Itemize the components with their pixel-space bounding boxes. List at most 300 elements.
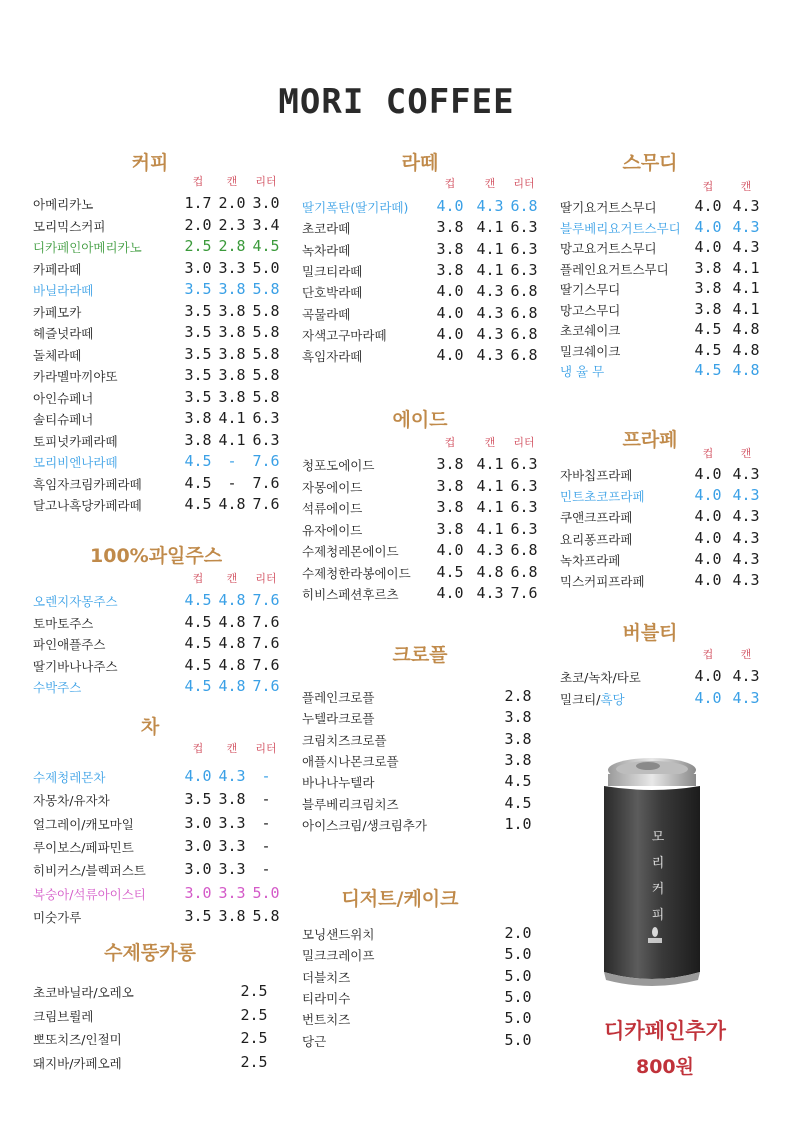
can-label [646, 825, 670, 929]
menu-item-name: 뽀또치즈/인절미 [33, 1032, 122, 1047]
menu-item-price: 4.8 [218, 634, 246, 652]
menu-item-name: 밀크크레이프 [302, 948, 375, 964]
size-header-cup: 컵 [444, 177, 456, 190]
menu-item-price: 4.8 [218, 677, 246, 695]
menu-item-price: 3.5 [184, 366, 212, 384]
dessert-section-title: 디저트/케이크 [341, 888, 459, 910]
latte-section-title: 라떼 [401, 152, 439, 174]
can-label-char: 리 [651, 856, 665, 871]
menu-item-price: 4.0 [694, 549, 722, 568]
menu-item-price: 6.3 [510, 455, 538, 473]
menu-item-price: 3.8 [218, 366, 246, 384]
menu-item-price: 4.5 [436, 562, 464, 581]
menu-item-price: - [227, 452, 237, 470]
menu-item-price: 4.3 [732, 197, 760, 215]
menu-item-price: 3.3 [218, 836, 246, 855]
menu-item-name: 자색고구마라떼 [302, 327, 387, 343]
menu-item-price: - [261, 813, 271, 832]
menu-item-name: 곡물라떼 [302, 306, 351, 322]
tea-section-title: 차 [140, 716, 160, 738]
menu-item-price: 3.8 [436, 260, 464, 279]
menu-item-price: 4.8 [218, 591, 246, 609]
menu-item-name: 크림치즈크로플 [302, 732, 387, 748]
menu-item-name: 수제청레몬에이드 [302, 544, 399, 559]
menu-item-price: 2.5 [240, 1052, 268, 1071]
menu-item-price: 6.8 [510, 303, 538, 322]
menu-item-name: 플레인크로플 [302, 690, 375, 705]
menu-item-price: 4.5 [184, 634, 212, 652]
macaron-section-title: 수제뚱카롱 [104, 942, 196, 964]
menu-item-price: 6.3 [510, 476, 538, 495]
menu-item-price: 2.5 [184, 237, 212, 255]
menu-item-price: 3.8 [184, 409, 212, 427]
menu-item-name: 미숫가루 [33, 909, 82, 925]
menu-item-price: 4.3 [732, 486, 760, 505]
frappe-menu-item [0, 530, 793, 551]
menu-item-price: 4.8 [476, 562, 504, 581]
menu-item-price: 4.1 [732, 299, 760, 318]
menu-item-price: - [227, 473, 237, 492]
menu-item-name: 수박주스 [33, 680, 82, 695]
menu-item-price: 4.1 [218, 430, 246, 449]
menu-item-price: 4.8 [732, 340, 760, 359]
menu-item-price: 4.0 [436, 303, 464, 322]
menu-item-price: 4.5 [694, 340, 722, 359]
menu-item-name: 단호박라떼 [302, 285, 363, 301]
size-header-liter: 리터 [255, 742, 277, 755]
menu-item-name: 민트초코프라페 [560, 489, 645, 505]
size-header-cup: 컵 [192, 742, 204, 755]
menu-item-price: 4.0 [694, 667, 722, 685]
menu-item-name: 블루베리크림치즈 [302, 796, 399, 812]
frappe-menu-item [0, 487, 793, 508]
ade-section-title: 에이드 [392, 409, 448, 431]
menu-item-price: 7.6 [252, 655, 280, 674]
menu-item-name: 당근 [302, 1033, 327, 1049]
menu-item-price: 3.8 [218, 301, 246, 320]
menu-item-price: 4.3 [732, 507, 760, 526]
menu-item-price: 5.8 [252, 323, 280, 341]
menu-item-name: 딸기폭탄(딸기라떼) [302, 200, 409, 215]
menu-item-name: 토피넛카페라떼 [33, 433, 118, 449]
can-label-char: 커 [651, 882, 665, 897]
menu-item-price: 3.8 [504, 750, 532, 769]
menu-item-price: 6.3 [510, 218, 538, 237]
menu-item-price: 4.0 [436, 346, 464, 365]
size-header-cup: 컵 [444, 436, 456, 449]
menu-item-price: 3.8 [436, 519, 464, 538]
menu-item-price: 6.8 [510, 562, 538, 581]
menu-item-name: 히비커스/블렉퍼스트 [33, 863, 146, 879]
menu-item-price: 4.3 [732, 465, 760, 483]
menu-item-name: 냉 율 무 [560, 364, 605, 379]
decaf-addon-label: 디카페인추가 [604, 1019, 726, 1043]
menu-item-price: 4.3 [476, 584, 504, 602]
menu-item-name: 흑임자크림카페라떼 [33, 476, 142, 492]
menu-item-price: 4.0 [436, 197, 464, 215]
menu-item-price: - [261, 790, 271, 809]
coffee-can-image [592, 750, 712, 990]
menu-item-name: 토마토주스 [33, 615, 94, 631]
menu-item-price: 4.1 [218, 409, 246, 427]
menu-item-name: 흑임자라떼 [302, 349, 363, 365]
menu-item-price: 5.0 [504, 987, 532, 1006]
menu-item-name: 돌체라떼 [33, 347, 82, 363]
menu-item-price: 4.1 [732, 279, 760, 297]
smoothie-menu-item [0, 219, 793, 240]
menu-item-name: 누텔라크로플 [302, 711, 375, 727]
menu-item-price: 4.3 [476, 324, 504, 343]
menu-item-price: 2.5 [240, 1029, 268, 1047]
menu-item-price: 4.5 [184, 655, 212, 674]
size-header-cup: 컵 [702, 447, 714, 460]
menu-item-name: 쿠앤크프라페 [560, 510, 633, 526]
menu-item-price: 4.3 [732, 528, 760, 547]
menu-item-price: 3.3 [218, 813, 246, 832]
menu-item-price: 4.0 [694, 238, 722, 256]
menu-item-price: 3.5 [184, 344, 212, 363]
menu-item-price: 3.8 [436, 455, 464, 473]
menu-item-price: 4.0 [436, 541, 464, 559]
menu-item-name: 녹차라떼 [302, 242, 351, 258]
menu-item-name: 초코쉐이크 [560, 323, 621, 338]
croffle-menu-item [0, 709, 793, 730]
menu-item-name: 카페라떼 [33, 261, 82, 277]
menu-item-price: 3.8 [436, 218, 464, 237]
menu-item-name: 카페모카 [33, 304, 82, 320]
menu-item-price: 3.8 [436, 498, 464, 516]
menu-item-name: 모리비엔나라떼 [33, 455, 118, 470]
size-header-liter: 리터 [513, 436, 535, 449]
smoothie-menu-item [0, 321, 793, 342]
menu-item-price: 4.0 [694, 217, 722, 236]
menu-item-price: 4.5 [184, 591, 212, 609]
menu-item-price: 4.1 [732, 258, 760, 277]
menu-item-price: 4.1 [476, 260, 504, 279]
size-header-liter: 리터 [255, 572, 277, 585]
menu-item-price: 4.3 [218, 767, 246, 785]
size-header-liter: 리터 [513, 177, 535, 190]
menu-item-price: 3.8 [504, 708, 532, 727]
menu-item-price: 3.8 [184, 430, 212, 449]
menu-item-name: 돼지바/카페오레 [33, 1055, 122, 1071]
menu-item-price: 4.5 [184, 612, 212, 631]
menu-item-price: 4.5 [504, 772, 532, 791]
menu-item-price: 4.8 [218, 655, 246, 674]
menu-item-price: 4.8 [218, 612, 246, 631]
menu-item-name: 밀크티라떼 [302, 263, 363, 279]
menu-item-name-part: 흑당 [600, 691, 625, 707]
menu-item-price: 4.5 [184, 452, 212, 470]
size-header-can: 캔 [740, 180, 752, 193]
size-header-can: 캔 [484, 436, 496, 449]
menu-item-name: 아이스크림/생크림추가 [302, 817, 427, 833]
menu-item-price: 3.5 [184, 301, 212, 320]
menu-item-name: 히비스페션후르츠 [302, 587, 399, 602]
menu-item-price: 4.1 [476, 455, 504, 473]
menu-item-price: 4.1 [476, 519, 504, 538]
menu-item-price: 4.0 [694, 486, 722, 505]
menu-item-price: 3.8 [218, 344, 246, 363]
menu-item-name: 자몽에이드 [302, 479, 363, 495]
size-header-can: 캔 [740, 648, 752, 661]
menu-item-name: 석류에이드 [302, 501, 363, 516]
menu-item-price: 4.5 [504, 793, 532, 812]
menu-item-price: 3.3 [218, 883, 246, 902]
coffee-section-title: 커피 [131, 152, 169, 174]
menu-item-price: 4.8 [732, 320, 760, 338]
menu-item-name: 애플시나몬크로플 [302, 753, 399, 769]
menu-item-price: 5.8 [252, 344, 280, 363]
bubble-menu-item [0, 690, 793, 711]
size-header-can: 캔 [226, 572, 238, 585]
smoothie-menu-item [0, 301, 793, 322]
menu-item-name: 유자에이드 [302, 522, 363, 538]
menu-item-price: 4.3 [476, 303, 504, 322]
menu-item-name: 바나나누텔라 [302, 775, 375, 791]
menu-item-price: 3.8 [218, 280, 246, 298]
menu-item-price: 4.3 [732, 688, 760, 707]
menu-item-price: 3.8 [694, 279, 722, 297]
menu-item-price: 4.5 [694, 361, 722, 379]
menu-item-price: 5.0 [504, 945, 532, 964]
can-label-char: 피 [651, 908, 665, 923]
menu-item-price: 4.3 [476, 282, 504, 301]
menu-item-price: 4.3 [476, 346, 504, 365]
menu-item-price: 3.5 [184, 906, 212, 925]
menu-item-price: 4.5 [252, 237, 280, 255]
menu-item-price: 3.0 [184, 883, 212, 902]
menu-item-name [560, 690, 625, 708]
menu-item-price: 3.5 [184, 387, 212, 406]
menu-item-name: 망고요거트스무디 [560, 241, 657, 256]
menu-item-name: 수제청레몬차 [33, 770, 106, 785]
menu-item-price: 4.0 [436, 324, 464, 343]
menu-item-name: 솔티슈페너 [33, 412, 94, 427]
size-header-can: 캔 [226, 742, 238, 755]
smoothie-menu-item [0, 362, 793, 383]
menu-item-price: 7.6 [252, 495, 280, 513]
menu-item-price: 4.8 [218, 495, 246, 513]
menu-item-price: 2.0 [184, 215, 212, 234]
menu-item-price: 5.0 [252, 883, 280, 902]
size-header-liter: 리터 [255, 175, 277, 188]
menu-item-price: 5.0 [504, 1030, 532, 1049]
menu-item-price: 2.0 [218, 194, 246, 212]
menu-item-name: 번트치즈 [302, 1012, 351, 1028]
menu-item-price: 1.7 [184, 194, 212, 212]
menu-item-name: 자바칩프라페 [560, 468, 633, 483]
menu-item-name: 달고나흑당카페라떼 [33, 498, 142, 513]
menu-item-price: 5.0 [252, 258, 280, 277]
size-header-cup: 컵 [702, 648, 714, 661]
menu-item-price: 6.3 [510, 519, 538, 538]
menu-item-price: 4.0 [184, 767, 212, 785]
menu-item-name: 아메리카노 [33, 197, 94, 212]
menu-item-price: 4.3 [732, 667, 760, 685]
frappe-menu-item [0, 551, 793, 572]
menu-item-name: 초코라떼 [302, 221, 351, 237]
menu-item-name: 딸기스무디 [560, 282, 621, 297]
smoothie-section-title: 스무디 [622, 152, 678, 174]
smoothie-menu-item [0, 280, 793, 301]
menu-item-name: 크림브륄레 [33, 1008, 94, 1024]
menu-item-price: 4.3 [732, 549, 760, 568]
menu-item-name: 밀크쉐이크 [560, 343, 621, 359]
menu-item-price: 5.0 [504, 1009, 532, 1028]
croffle-section-title: 크로플 [392, 644, 448, 666]
menu-item-price: 3.3 [218, 860, 246, 879]
bubble-menu-item [0, 668, 793, 689]
menu-item-price: 2.8 [218, 237, 246, 255]
menu-item-price: 2.0 [504, 924, 532, 942]
smoothie-menu-item [0, 260, 793, 281]
menu-item-price: 6.3 [252, 409, 280, 427]
menu-item-price: 4.1 [476, 239, 504, 258]
menu-item-price: 6.3 [510, 498, 538, 516]
menu-item-price: - [261, 836, 271, 855]
smoothie-menu-item [0, 198, 793, 219]
menu-item-price: 4.5 [694, 320, 722, 338]
menu-item-price: 2.5 [240, 1005, 268, 1024]
menu-item-price: 6.8 [510, 324, 538, 343]
menu-item-price: 6.8 [510, 541, 538, 559]
menu-item-name: 플레인요거트스무디 [560, 261, 669, 277]
smoothie-menu-item [0, 342, 793, 363]
menu-item-price: 6.8 [510, 197, 538, 215]
menu-item-price: 4.1 [476, 218, 504, 237]
size-header-cup: 컵 [702, 180, 714, 193]
menu-item-name: 헤즐넛라떼 [33, 326, 94, 341]
juice-section-title: 100%과일주스 [90, 545, 223, 567]
menu-item-price: 3.0 [184, 860, 212, 879]
menu-item-price: 3.8 [218, 387, 246, 406]
menu-item-price: - [261, 767, 271, 785]
menu-item-name: 블루베리요거트스무디 [560, 220, 681, 236]
menu-item-name: 청포도에이드 [302, 458, 375, 473]
menu-item-name: 바닐라라떼 [33, 283, 94, 298]
menu-item-price: 6.3 [510, 260, 538, 279]
menu-item-price: 4.0 [694, 688, 722, 707]
can-label-char: 모 [651, 830, 665, 845]
menu-item-price: 4.0 [694, 507, 722, 526]
menu-item-price: 2.5 [240, 982, 268, 1000]
menu-item-price: 2.8 [504, 687, 532, 705]
menu-item-price: 7.6 [252, 473, 280, 492]
menu-item-price: 4.8 [732, 361, 760, 379]
menu-item-price: 3.8 [694, 299, 722, 318]
menu-item-price: 3.8 [436, 239, 464, 258]
menu-item-price: 6.8 [510, 282, 538, 301]
menu-item-name: 녹차프라페 [560, 552, 621, 568]
menu-item-price: 4.0 [694, 465, 722, 483]
frappe-menu-item [0, 466, 793, 487]
size-header-can: 캔 [226, 175, 238, 188]
menu-item-price: 3.4 [252, 215, 280, 234]
menu-item-price: 7.6 [252, 677, 280, 695]
menu-item-name: 아인슈페너 [33, 390, 94, 406]
menu-item-price: 4.1 [476, 498, 504, 516]
menu-item-name-part: 밀크티/ [560, 691, 601, 707]
menu-item-price: 4.0 [694, 197, 722, 215]
menu-item-name: 망고스무디 [560, 302, 621, 318]
size-header-can: 캔 [484, 177, 496, 190]
menu-item-price: 1.0 [504, 814, 532, 833]
menu-item-price: 3.8 [436, 476, 464, 495]
menu-item-price: 3.3 [218, 258, 246, 277]
menu-item-price: 3.5 [184, 280, 212, 298]
menu-item-name: 루이보스/페파민트 [33, 839, 134, 855]
menu-item-price: 5.8 [252, 387, 280, 406]
dessert-menu-item [0, 989, 793, 1010]
menu-item-name-part: 초코/녹차/타로 [560, 670, 641, 685]
menu-item-name: 딸기요거트스무디 [560, 200, 657, 215]
menu-item-price: 6.3 [510, 239, 538, 258]
menu-item-name: 복숭아/석류아이스티 [33, 886, 146, 902]
menu-item-price: 4.3 [476, 197, 504, 215]
frappe-menu-item [0, 572, 793, 593]
menu-item-name: 오렌지자몽주스 [33, 594, 118, 609]
menu-item-price: 5.8 [252, 906, 280, 925]
menu-item-price: 3.8 [218, 790, 246, 809]
menu-item-name: 파인애플주스 [33, 637, 106, 652]
menu-item-price: 7.6 [252, 634, 280, 652]
menu-item-price: 5.0 [504, 966, 532, 985]
menu-item-price: 3.0 [184, 836, 212, 855]
size-header-can: 캔 [740, 447, 752, 460]
menu-item-name: 티라미수 [302, 990, 351, 1006]
menu-item-price: 4.0 [694, 528, 722, 547]
size-header-cup: 컵 [192, 175, 204, 188]
menu-item-name: 요리퐁프라페 [560, 531, 633, 547]
bubble-section-title: 버블티 [622, 622, 678, 644]
menu-item-name: 모리믹스커피 [33, 218, 106, 234]
menu-item-price: - [261, 860, 271, 879]
decaf-addon-price: 800원 [635, 1056, 694, 1078]
menu-item-price: 4.3 [732, 238, 760, 256]
menu-item-name: 모닝샌드위치 [302, 927, 375, 942]
menu-item-price: 7.6 [252, 452, 280, 470]
menu-item-name: 초코바닐라/오레오 [33, 985, 134, 1000]
menu-item-price: 7.6 [510, 584, 538, 602]
menu-item-price: 5.8 [252, 301, 280, 320]
menu-item-price: 4.5 [184, 495, 212, 513]
menu-item-name: 더블치즈 [302, 969, 351, 985]
menu-item-price: 6.8 [510, 346, 538, 365]
menu-item-price: 3.0 [184, 258, 212, 277]
menu-item-price: 4.0 [436, 282, 464, 301]
menu-item-price: 3.8 [218, 906, 246, 925]
menu-item-name: 딸기바나나주스 [33, 658, 118, 674]
menu-item-price: 3.8 [218, 323, 246, 341]
menu-item-price: 5.8 [252, 366, 280, 384]
menu-item-price: 3.5 [184, 790, 212, 809]
menu-item-price: 4.0 [436, 584, 464, 602]
menu-item-name: 수제청한라봉에이드 [302, 565, 411, 581]
menu-item-price: 2.3 [218, 215, 246, 234]
menu-item-price: 6.3 [252, 430, 280, 449]
menu-item-name: 디카페인아메리카노 [33, 240, 142, 255]
menu-item-price: 4.5 [184, 677, 212, 695]
menu-item-price: 5.8 [252, 280, 280, 298]
menu-item-name: 믹스커피프라페 [560, 574, 645, 589]
frappe-menu-item [0, 508, 793, 529]
menu-item-price: 7.6 [252, 612, 280, 631]
menu-item-price: 4.3 [476, 541, 504, 559]
menu-item-name: 카라멜마끼야또 [33, 369, 118, 384]
frappe-section-title: 프라페 [622, 429, 678, 451]
menu-item-price: 4.3 [732, 217, 760, 236]
